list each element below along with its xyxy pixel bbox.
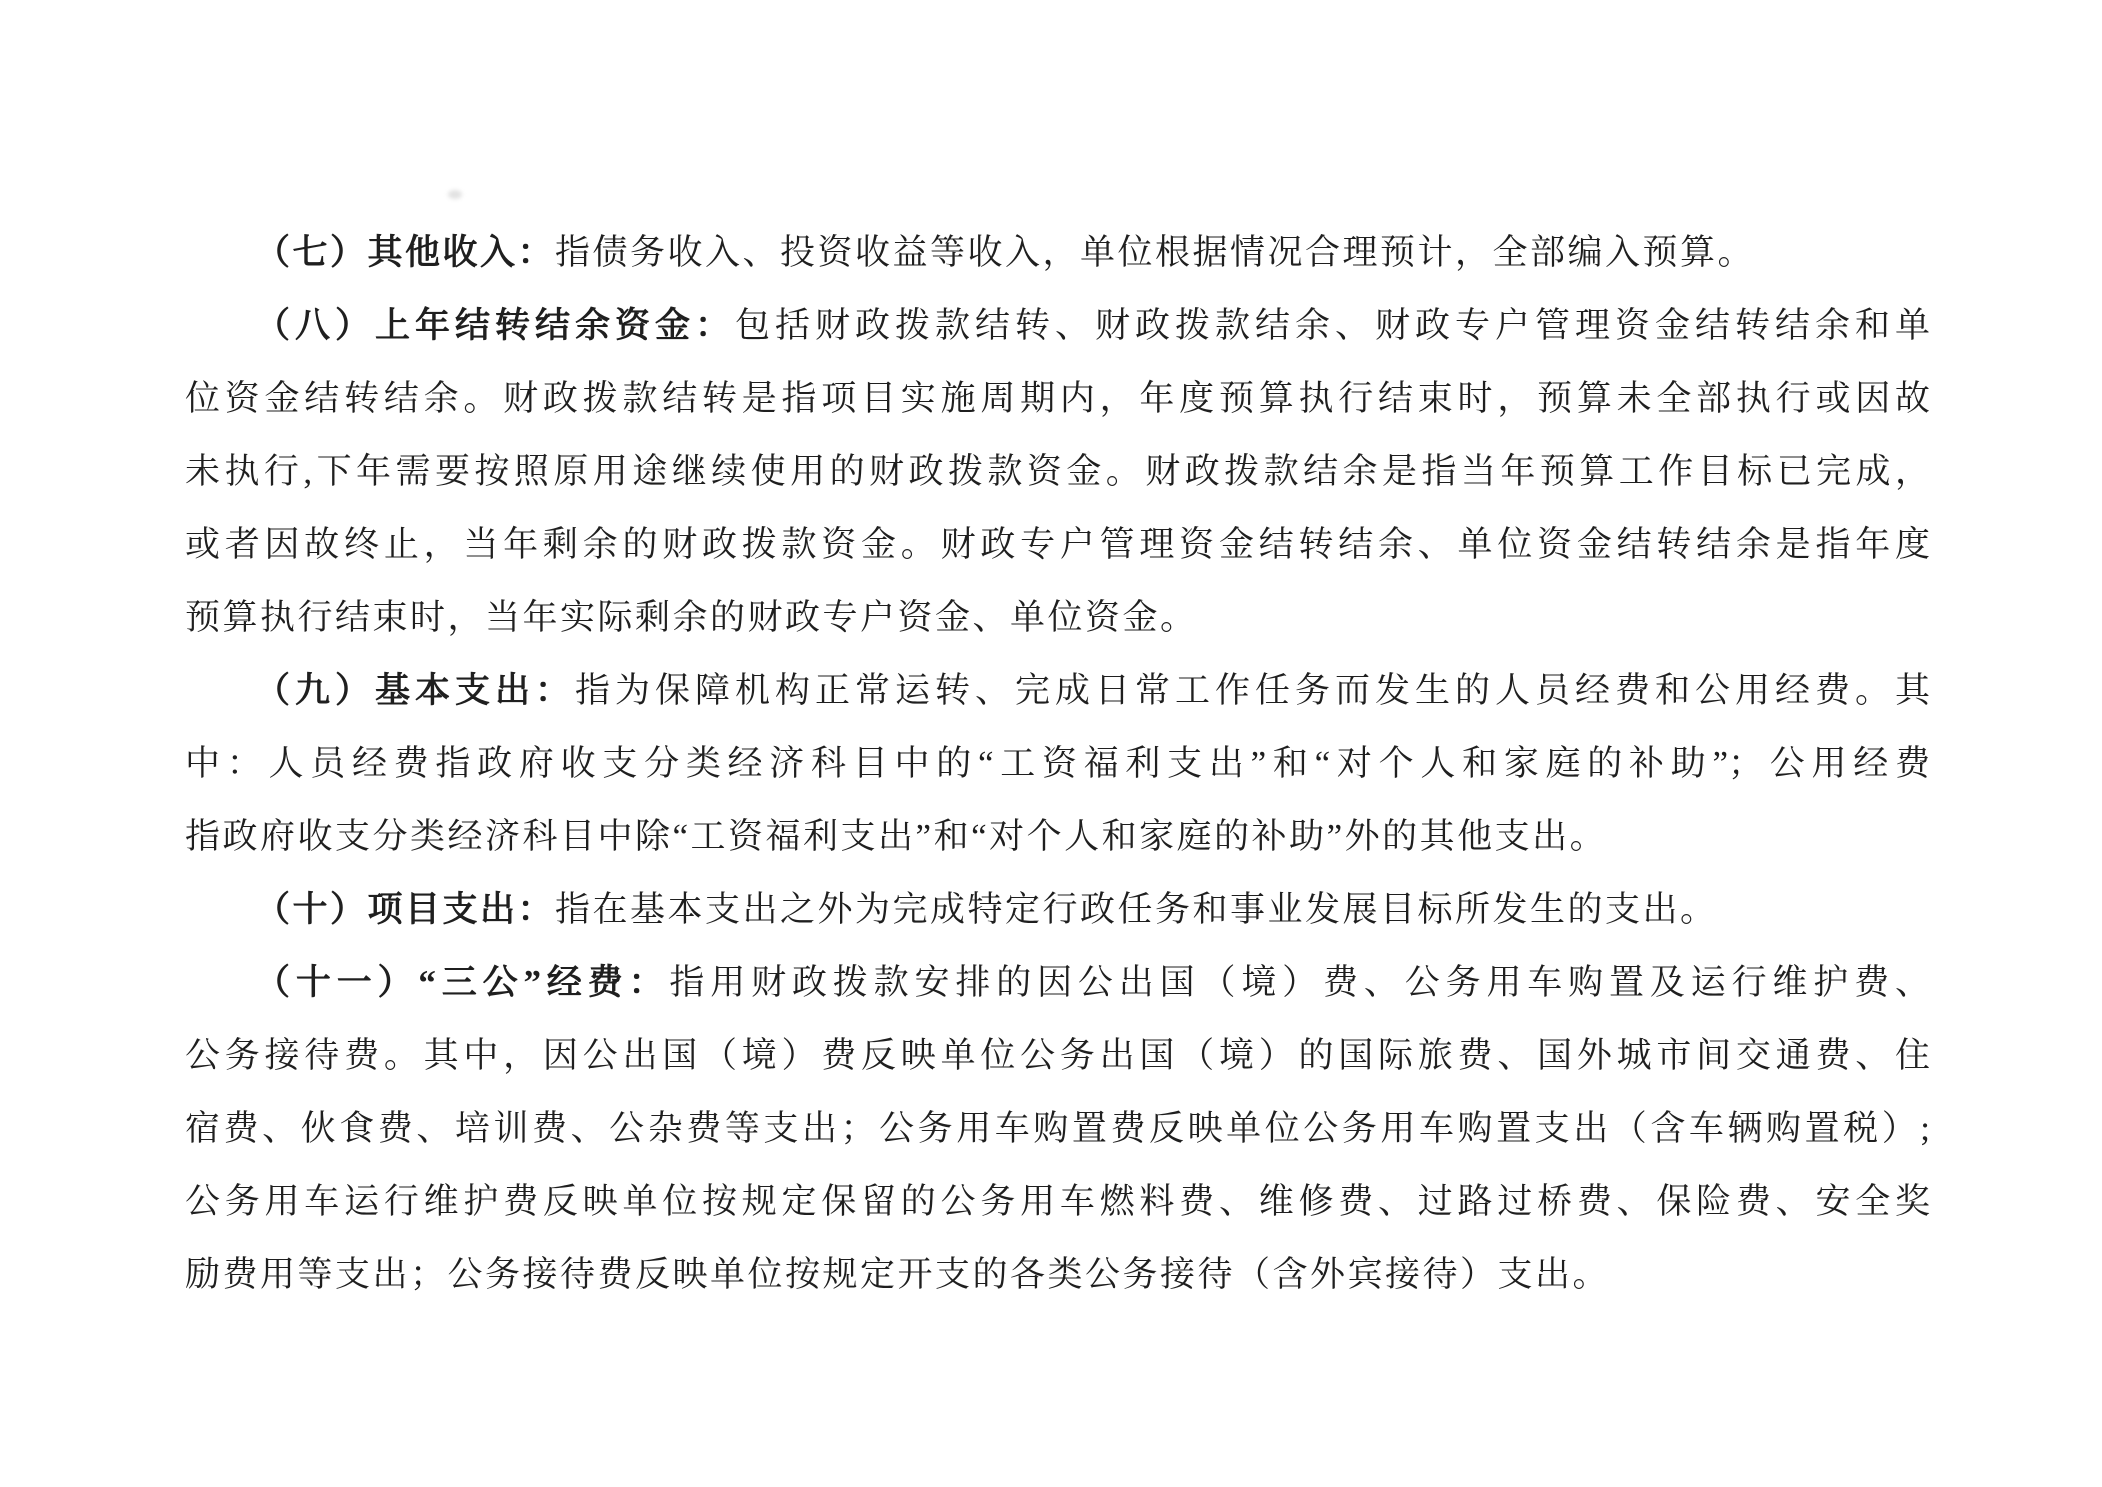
text-line	[185, 1165, 1930, 1238]
text-line	[185, 1092, 1930, 1165]
text-line	[185, 800, 1930, 873]
body-text: 公务接待费。其中，因公出国（境）费反映单位公务出国（境）的国际旅费、国外城市间交通费、住	[185, 1036, 1930, 1075]
document-body	[185, 216, 1930, 1311]
term-label: （八）上年结转结余资金：	[255, 306, 735, 345]
term-label: （十）项目支出：	[255, 890, 556, 929]
body-text: 指为保障机构正常运转、完成日常工作任务而发生的人员经费和公用经费。其	[575, 671, 1930, 710]
body-text: 包括财政拨款结转、财政拨款结余、财政专户管理资金结转结余和单	[735, 306, 1930, 345]
body-text: 宿费、伙食费、培训费、公杂费等支出；公务用车购置费反映单位公务用车购置支出（含车辆购置税）;	[185, 1109, 1930, 1148]
body-text: 励费用等支出；公务接待费反映单位按规定开支的各类公务接待（含外宾接待）支出。	[185, 1255, 1611, 1294]
text-line	[185, 1238, 1930, 1311]
text-line	[185, 289, 1930, 362]
body-text: 公务用车运行维护费反映单位按规定保留的公务用车燃料费、维修费、过路过桥费、保险费、安全奖	[185, 1182, 1930, 1221]
text-line	[185, 946, 1930, 1019]
body-text: 位资金结转结余。财政拨款结转是指项目实施周期内，年度预算执行结束时，预算未全部执行或因故	[185, 379, 1930, 418]
text-line	[185, 362, 1930, 435]
body-text: 中：人员经费指政府收支分类经济科目中的“工资福利支出”和“对个人和家庭的补助”；公用经费	[185, 744, 1930, 783]
text-line	[185, 435, 1930, 508]
text-line	[185, 727, 1930, 800]
text-line	[185, 1019, 1930, 1092]
term-label: （七）其他收入：	[255, 233, 556, 272]
scan-artifact	[448, 190, 462, 199]
body-text: 指在基本支出之外为完成特定行政任务和事业发展目标所发生的支出。	[555, 890, 1718, 929]
body-text: 或者因故终止，当年剩余的财政拨款资金。财政专户管理资金结转结余、单位资金结转结余是指年度	[185, 525, 1930, 564]
text-line	[185, 581, 1930, 654]
body-text: 指债务收入、投资收益等收入，单位根据情况合理预计，全部编入预算。	[555, 233, 1756, 272]
text-line	[185, 216, 1930, 289]
body-text: 指用财政拨款安排的因公出国（境）费、公务用车购置及运行维护费、	[669, 963, 1930, 1002]
text-line	[185, 654, 1930, 727]
text-line	[185, 873, 1930, 946]
term-label: （十一）“三公”经费：	[255, 963, 670, 1002]
body-text: 预算执行结束时，当年实际剩余的财政专户资金、单位资金。	[185, 598, 1198, 637]
text-line	[185, 508, 1930, 581]
term-label: （九）基本支出：	[255, 671, 575, 710]
body-text: 指政府收支分类经济科目中除“工资福利支出”和“对个人和家庭的补助”外的其他支出。	[185, 817, 1608, 856]
body-text: 未执行,下年需要按照原用途继续使用的财政拨款资金。财政拨款结余是指当年预算工作目标已完成，	[185, 452, 1930, 491]
